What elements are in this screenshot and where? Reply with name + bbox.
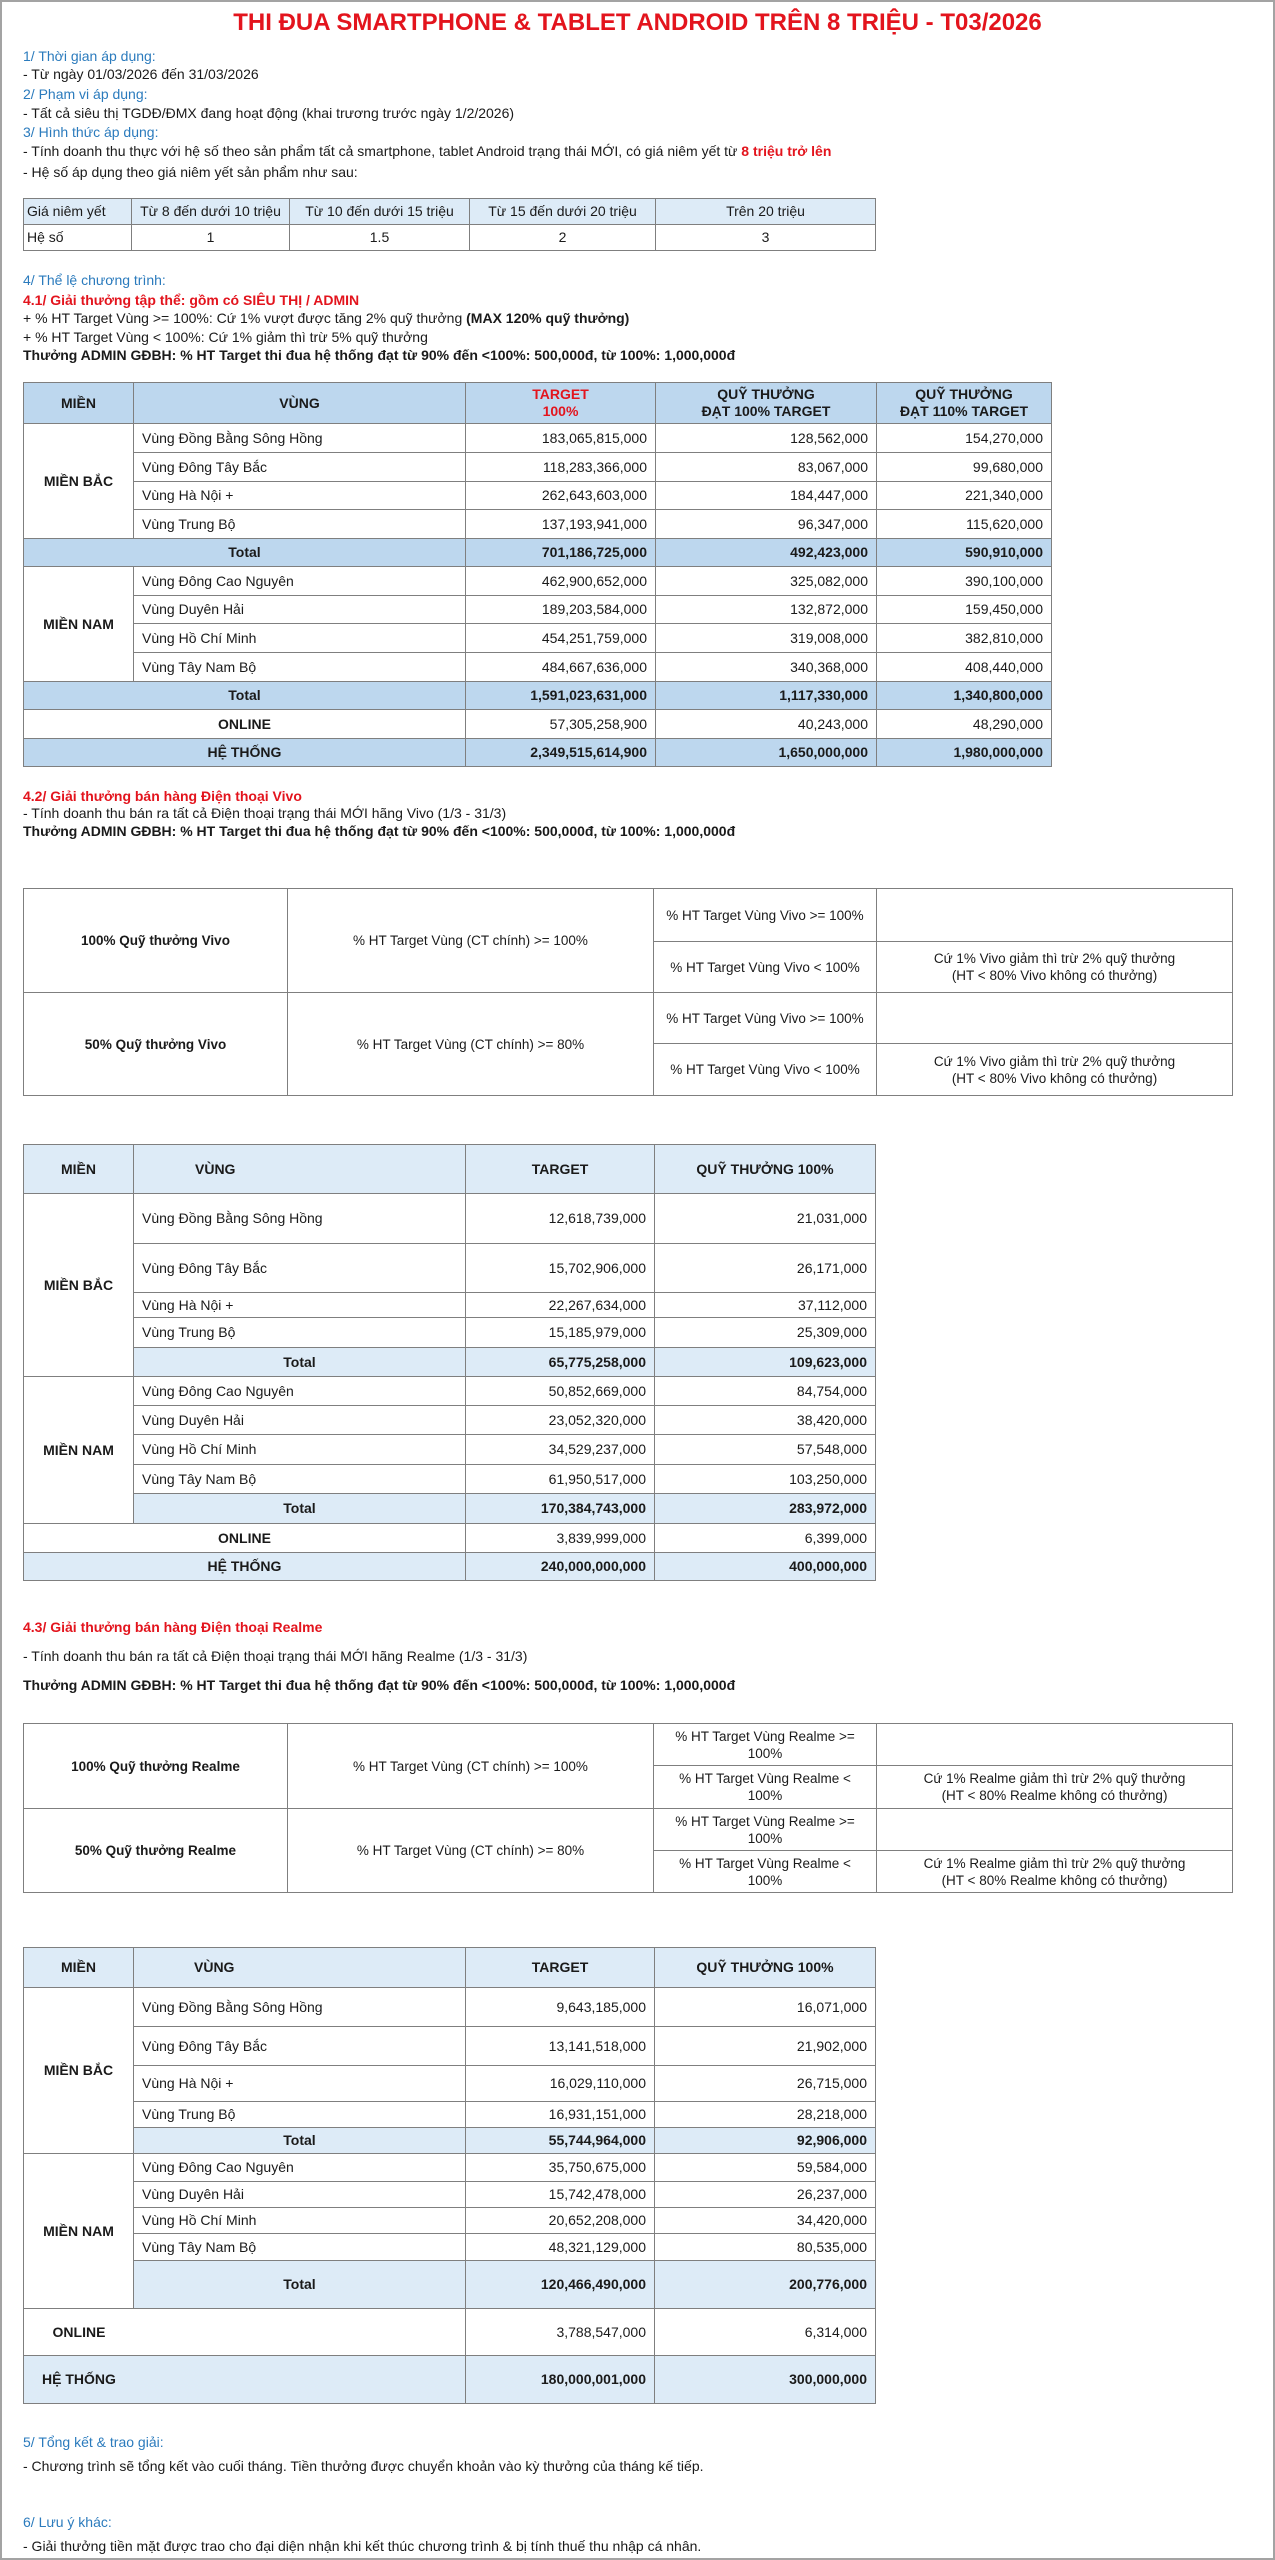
table-row	[24, 567, 1052, 596]
note-line: Cứ 1% Vivo giảm thì trừ 2% quỹ thưởng	[933, 1053, 1176, 1069]
column-header-fund-110	[877, 383, 1052, 424]
fund-value: 21,902,000	[655, 2027, 876, 2066]
table-row	[24, 1406, 876, 1435]
column-header-fund: QUỸ THƯỞNG 100%	[655, 1948, 876, 1988]
rule-below-target: + % HT Target Vùng < 100%: Cứ 1% giảm thì trừ 5% quỹ thưởng	[23, 329, 428, 345]
total-row-bac	[24, 539, 1052, 567]
section-3-text	[23, 142, 831, 160]
column-header: Từ 8 đến dưới 10 triệu	[132, 199, 290, 225]
fund-110-value: 390,100,000	[877, 567, 1052, 596]
fund-100-value: 1,117,330,000	[656, 682, 877, 710]
table-row	[24, 225, 876, 251]
total-label: Total	[24, 539, 466, 567]
target-value: 3,788,547,000	[466, 2309, 655, 2356]
target-value: 12,618,739,000	[466, 1194, 655, 1244]
table-row	[24, 1435, 876, 1465]
fund-level-label: 100% Quỹ thưởng Vivo	[24, 889, 288, 993]
realme-conditions-table	[23, 1723, 1233, 1893]
note-line: (HT < 80% Realme không có thưởng)	[941, 1872, 1168, 1888]
section-4-3-text: - Tính doanh thu bán ra tất cả Điện thoại trạng thái MỚI hãng Realme (1/3 - 31/3)	[23, 1648, 528, 1664]
sub-line: 100%	[747, 1745, 783, 1761]
sub-condition	[654, 1851, 877, 1893]
header-line: ĐẠT 110% TARGET	[899, 403, 1029, 419]
fund-value: 25,309,000	[655, 1318, 876, 1348]
sub-condition: % HT Target Vùng Vivo < 100%	[654, 942, 877, 993]
area-name: Vùng Đồng Bằng Sông Hồng	[134, 1988, 466, 2027]
sub-condition-note	[877, 1851, 1233, 1893]
fund-110-value: 159,450,000	[877, 596, 1052, 624]
section-4-heading: 4/ Thể lệ chương trình:	[23, 272, 166, 288]
fund-value: 38,420,000	[655, 1406, 876, 1435]
target-value: 170,384,743,000	[466, 1494, 655, 1524]
table-row	[24, 1194, 876, 1244]
fund-110-value: 221,340,000	[877, 482, 1052, 510]
target-value: 137,193,941,000	[466, 510, 656, 539]
sub-condition: % HT Target Vùng Vivo < 100%	[654, 1044, 877, 1096]
fund-value: 80,535,000	[655, 2234, 876, 2261]
target-value: 183,065,815,000	[466, 424, 656, 453]
fund-110-value: 99,680,000	[877, 453, 1052, 482]
section-1-text: - Từ ngày 01/03/2026 đến 31/03/2026	[23, 66, 259, 82]
table-header-row	[24, 1948, 876, 1988]
header-line: 100%	[542, 403, 579, 419]
section-4-2-heading: 4.2/ Giải thưởng bán hàng Điện thoại Vivo	[23, 788, 302, 804]
sub-condition	[654, 1766, 877, 1809]
realme-target-table	[23, 1947, 876, 2404]
table-row	[24, 624, 1052, 653]
sub-condition-note	[877, 889, 1233, 942]
area-name: Vùng Hồ Chí Minh	[134, 624, 466, 653]
fund-value: 6,314,000	[655, 2309, 876, 2356]
total-label: Total	[24, 682, 466, 710]
column-header-target: TARGET	[466, 1948, 655, 1988]
note-line: (HT < 80% Vivo không có thưởng)	[951, 968, 1158, 983]
main-condition: % HT Target Vùng (CT chính) >= 100%	[288, 889, 654, 993]
table-row	[24, 2208, 876, 2234]
column-header: Giá niêm yết	[24, 199, 132, 225]
target-value: 23,052,320,000	[466, 1406, 655, 1435]
fund-110-value: 382,810,000	[877, 624, 1052, 653]
area-name: Vùng Đồng Bằng Sông Hồng	[134, 1194, 466, 1244]
section-6-text: - Giải thưởng tiền mặt được trao cho đại diện nhận khi kết thúc chương trình & bị tính thuế thu nhập cá nhân.	[23, 2538, 702, 2554]
online-label-cell	[24, 2309, 466, 2356]
sub-line: % HT Target Vùng Realme <	[679, 1771, 851, 1786]
fund-value: 103,250,000	[655, 1465, 876, 1494]
region-label-bac: MIỀN BẮC	[24, 1194, 134, 1377]
table-cell: 2	[470, 225, 656, 251]
table-row	[24, 2027, 876, 2066]
column-header-target: TARGET	[466, 1145, 655, 1194]
vivo-target-table	[23, 1144, 876, 1581]
coefficient-table	[23, 198, 876, 251]
fund-100-value: 492,423,000	[656, 539, 877, 567]
target-value: 15,185,979,000	[466, 1318, 655, 1348]
total-row-bac	[24, 2128, 876, 2154]
fund-100-value: 1,650,000,000	[656, 739, 877, 767]
target-value: 34,529,237,000	[466, 1435, 655, 1465]
sub-line: % HT Target Vùng Realme >=	[675, 1813, 855, 1829]
fund-100-value: 319,008,000	[656, 624, 877, 653]
system-label: HỆ THỐNG	[42, 2371, 116, 2387]
area-name: Vùng Hồ Chí Minh	[134, 1435, 466, 1465]
area-name: Vùng Đông Cao Nguyên	[134, 1377, 466, 1406]
system-label: HỆ THỐNG	[24, 1553, 466, 1581]
fund-100-value: 96,347,000	[656, 510, 877, 539]
column-header-vung: VÙNG	[134, 383, 466, 424]
fund-level-label: 100% Quỹ thưởng Realme	[24, 1724, 288, 1809]
target-value: 50,852,669,000	[466, 1377, 655, 1406]
header-line: QUỸ THƯỞNG	[717, 386, 815, 402]
section-1-heading: 1/ Thời gian áp dụng:	[23, 48, 156, 64]
main-condition: % HT Target Vùng (CT chính) >= 100%	[288, 1724, 654, 1809]
target-value: 48,321,129,000	[466, 2234, 655, 2261]
column-header: Trên 20 triệu	[656, 199, 876, 225]
main-condition: % HT Target Vùng (CT chính) >= 80%	[288, 993, 654, 1096]
total-row-bac	[24, 1348, 876, 1377]
table-row	[24, 1809, 1233, 1851]
target-value: 120,466,490,000	[466, 2261, 655, 2309]
fund-110-value: 1,980,000,000	[877, 739, 1052, 767]
column-header-vung: VÙNG	[134, 1145, 466, 1194]
area-name: Vùng Duyên Hải	[134, 596, 466, 624]
header-line: QUỸ THƯỞNG	[915, 386, 1013, 402]
table-row	[24, 510, 1052, 539]
table-row	[24, 889, 1233, 942]
table-row	[24, 993, 1233, 1044]
fund-100-value: 325,082,000	[656, 567, 877, 596]
area-name: Vùng Tây Nam Bộ	[134, 653, 466, 682]
system-total-row	[24, 739, 1052, 767]
note-line: Cứ 1% Realme giảm thì trừ 2% quỹ thưởng	[923, 1771, 1186, 1786]
sub-condition-note	[877, 1044, 1233, 1096]
fund-value: 26,237,000	[655, 2182, 876, 2208]
area-name: Vùng Đông Cao Nguyên	[134, 567, 466, 596]
target-value: 22,267,634,000	[466, 1293, 655, 1318]
area-name: Vùng Duyên Hải	[134, 1406, 466, 1435]
table-row	[24, 1293, 876, 1318]
table-row	[24, 2066, 876, 2102]
column-header-mien: MIỀN	[24, 383, 134, 424]
note-line: (HT < 80% Vivo không có thưởng)	[951, 1070, 1158, 1086]
area-name: Vùng Hà Nội +	[134, 1293, 466, 1318]
column-header: Từ 15 đến dưới 20 triệu	[470, 199, 656, 225]
target-value: 61,950,517,000	[466, 1465, 655, 1494]
sub-line: % HT Target Vùng Realme >=	[675, 1728, 855, 1744]
region-label-nam: MIỀN NAM	[24, 2154, 134, 2309]
target-value: 240,000,000,000	[466, 1553, 655, 1581]
admin-bonus-rule: Thưởng ADMIN GĐBH: % HT Target thi đua hệ thống đạt từ 90% đến <100%: 500,000đ, từ 100%: 1,000,000đ	[23, 1677, 736, 1693]
total-label: Total	[134, 1494, 466, 1524]
table-row	[24, 453, 1052, 482]
target-value: 15,702,906,000	[466, 1244, 655, 1293]
table-row	[24, 1244, 876, 1293]
fund-value: 109,623,000	[655, 1348, 876, 1377]
fund-100-value: 340,368,000	[656, 653, 877, 682]
section-5-text: - Chương trình sẽ tổng kết vào cuối tháng. Tiền thưởng được chuyển khoản vào kỳ thưởng của tháng kế tiếp.	[23, 2458, 704, 2474]
fund-100-value: 132,872,000	[656, 596, 877, 624]
target-value: 462,900,652,000	[466, 567, 656, 596]
sub-condition	[654, 1724, 877, 1766]
header-line: TARGET	[532, 386, 589, 402]
sub-condition-note	[877, 993, 1233, 1044]
fund-110-value: 48,290,000	[877, 710, 1052, 739]
fund-value: 59,584,000	[655, 2154, 876, 2182]
table-row	[24, 2102, 876, 2128]
online-row	[24, 1524, 876, 1553]
fund-value: 28,218,000	[655, 2102, 876, 2128]
total-row-nam	[24, 682, 1052, 710]
target-value: 16,029,110,000	[466, 2066, 655, 2102]
fund-value: 16,071,000	[655, 1988, 876, 2027]
target-value: 189,203,584,000	[466, 596, 656, 624]
sub-condition-note	[877, 942, 1233, 993]
area-name: Vùng Đông Tây Bắc	[134, 453, 466, 482]
price-threshold-highlight: 8 triệu trở lên	[741, 143, 832, 159]
rule-max-cap: (MAX 120% quỹ thưởng)	[466, 310, 630, 326]
section-2-heading: 2/ Phạm vi áp dụng:	[23, 86, 148, 102]
table-row	[24, 2154, 876, 2182]
table-cell: 1.5	[290, 225, 470, 251]
sub-line: 100%	[747, 1830, 783, 1846]
target-value: 35,750,675,000	[466, 2154, 655, 2182]
column-header-mien: MIỀN	[24, 1948, 134, 1988]
admin-bonus-rule: Thưởng ADMIN GĐBH: % HT Target thi đua hệ thống đạt từ 90% đến <100%: 500,000đ, từ 100%: 1,000,000đ	[23, 347, 736, 363]
total-row-nam	[24, 1494, 876, 1524]
table-header-row	[24, 383, 1052, 424]
area-name: Vùng Đông Cao Nguyên	[134, 2154, 466, 2182]
area-name: Vùng Tây Nam Bộ	[134, 2234, 466, 2261]
sub-condition: % HT Target Vùng Vivo >= 100%	[654, 993, 877, 1044]
system-label: HỆ THỐNG	[24, 739, 466, 767]
column-header: Từ 10 đến dưới 15 triệu	[290, 199, 470, 225]
header-line: ĐẠT 100% TARGET	[701, 403, 831, 419]
target-value: 2,349,515,614,900	[466, 739, 656, 767]
system-total-row	[24, 1553, 876, 1581]
fund-100-value: 128,562,000	[656, 424, 877, 453]
note-line: Cứ 1% Realme giảm thì trừ 2% quỹ thưởng	[923, 1855, 1186, 1871]
total-label: Total	[134, 1348, 466, 1377]
target-value: 57,305,258,900	[466, 710, 656, 739]
area-name: Vùng Hà Nội +	[134, 482, 466, 510]
target-value: 484,667,636,000	[466, 653, 656, 682]
fund-level-label: 50% Quỹ thưởng Vivo	[24, 993, 288, 1096]
fund-value: 34,420,000	[655, 2208, 876, 2234]
row-label: Hệ số	[24, 225, 132, 251]
sub-condition	[654, 1809, 877, 1851]
sub-condition: % HT Target Vùng Vivo >= 100%	[654, 889, 877, 942]
area-name: Vùng Trung Bộ	[134, 1318, 466, 1348]
online-label: ONLINE	[52, 2323, 106, 2340]
column-header-fund-100	[656, 383, 877, 424]
target-value: 16,931,151,000	[466, 2102, 655, 2128]
fund-value: 200,776,000	[655, 2261, 876, 2309]
total-row-nam	[24, 2261, 876, 2309]
note-line: Cứ 1% Vivo giảm thì trừ 2% quỹ thưởng	[933, 951, 1176, 966]
table-header-row	[24, 199, 876, 225]
column-header-fund: QUỸ THƯỞNG 100%	[655, 1145, 876, 1194]
section-3-text-2: - Hệ số áp dụng theo giá niêm yết sản phẩm như sau:	[23, 164, 358, 180]
area-name: Vùng Tây Nam Bộ	[134, 1465, 466, 1494]
region-label-bac: MIỀN BẮC	[24, 424, 134, 539]
rule-above-target-text: + % HT Target Vùng >= 100%: Cứ 1% vượt được tăng 2% quỹ thưởng	[23, 310, 467, 326]
table-cell: 3	[656, 225, 876, 251]
section-2-text: - Tất cả siêu thị TGDĐ/ĐMX đang hoạt động (khai trương trước ngày 1/2/2026)	[23, 105, 515, 121]
section-6-heading: 6/ Lưu ý khác:	[23, 2514, 112, 2530]
fund-value: 26,171,000	[655, 1244, 876, 1293]
fund-value: 57,548,000	[655, 1435, 876, 1465]
table-row	[24, 1318, 876, 1348]
fund-110-value: 408,440,000	[877, 653, 1052, 682]
section-3-text-prefix: - Tính doanh thu thực với hệ số theo sản phẩm tất cả smartphone, tablet Android trạng thái MỚI, có giá niêm yết từ	[23, 143, 742, 159]
area-name: Vùng Hồ Chí Minh	[134, 2208, 466, 2234]
target-value: 65,775,258,000	[466, 1348, 655, 1377]
total-label: Total	[134, 2261, 466, 2309]
total-label: Total	[134, 2128, 466, 2154]
fund-100-value: 184,447,000	[656, 482, 877, 510]
section-4-3-heading: 4.3/ Giải thưởng bán hàng Điện thoại Realme	[23, 1619, 323, 1635]
fund-value: 92,906,000	[655, 2128, 876, 2154]
table-row	[24, 1465, 876, 1494]
fund-value: 26,715,000	[655, 2066, 876, 2102]
online-label: ONLINE	[24, 710, 466, 739]
page-title: THI ĐUA SMARTPHONE & TABLET ANDROID TRÊN 8 TRIỆU - T03/2026	[233, 9, 1042, 36]
target-value: 13,141,518,000	[466, 2027, 655, 2066]
target-value: 454,251,759,000	[466, 624, 656, 653]
section-3-heading: 3/ Hình thức áp dụng:	[23, 124, 159, 140]
region-label-nam: MIỀN NAM	[24, 1377, 134, 1524]
rule-above-target	[23, 309, 629, 327]
area-name: Vùng Đông Tây Bắc	[134, 1244, 466, 1293]
online-row	[24, 2309, 876, 2356]
area-name: Vùng Đông Tây Bắc	[134, 2027, 466, 2066]
main-condition: % HT Target Vùng (CT chính) >= 80%	[288, 1809, 654, 1893]
fund-value: 84,754,000	[655, 1377, 876, 1406]
fund-value: 6,399,000	[655, 1524, 876, 1553]
fund-110-value: 590,910,000	[877, 539, 1052, 567]
table-row	[24, 482, 1052, 510]
column-header-target	[466, 383, 656, 424]
section-4-2-text: - Tính doanh thu bán ra tất cả Điện thoại trạng thái MỚI hãng Vivo (1/3 - 31/3)	[23, 805, 507, 821]
section-5-heading: 5/ Tổng kết & trao giải:	[23, 2434, 164, 2450]
note-line: (HT < 80% Realme không có thưởng)	[941, 1788, 1168, 1803]
system-label-cell	[24, 2356, 466, 2404]
sub-condition-note	[877, 1809, 1233, 1851]
fund-110-value: 154,270,000	[877, 424, 1052, 453]
target-value: 55,744,964,000	[466, 2128, 655, 2154]
fund-value: 400,000,000	[655, 1553, 876, 1581]
area-name: Vùng Trung Bộ	[134, 510, 466, 539]
section-4-1-heading: 4.1/ Giải thưởng tập thể: gồm có SIÊU THỊ / ADMIN	[23, 292, 360, 308]
target-value: 701,186,725,000	[466, 539, 656, 567]
region-label-bac: MIỀN BẮC	[24, 1988, 134, 2154]
area-name: Vùng Hà Nội +	[134, 2066, 466, 2102]
fund-110-value: 1,340,800,000	[877, 682, 1052, 710]
target-value: 15,742,478,000	[466, 2182, 655, 2208]
table-row	[24, 1988, 876, 2027]
vivo-conditions-table	[23, 888, 1233, 1096]
table-row	[24, 1724, 1233, 1766]
fund-110-value: 115,620,000	[877, 510, 1052, 539]
area-name: Vùng Đồng Bằng Sông Hồng	[134, 424, 466, 453]
area-name: Vùng Duyên Hải	[134, 2182, 466, 2208]
online-label: ONLINE	[24, 1524, 466, 1553]
sub-line: % HT Target Vùng Realme <	[679, 1855, 851, 1871]
region-label-nam: MIỀN NAM	[24, 567, 134, 682]
table-cell: 1	[132, 225, 290, 251]
fund-level-label: 50% Quỹ thưởng Realme	[24, 1809, 288, 1893]
sub-line: 100%	[747, 1872, 783, 1888]
target-value: 3,839,999,000	[466, 1524, 655, 1553]
table-row	[24, 653, 1052, 682]
target-value: 262,643,603,000	[466, 482, 656, 510]
system-total-row	[24, 2356, 876, 2404]
regional-target-table	[23, 382, 1052, 767]
table-row	[24, 2234, 876, 2261]
fund-value: 283,972,000	[655, 1494, 876, 1524]
target-value: 9,643,185,000	[466, 1988, 655, 2027]
fund-value: 37,112,000	[655, 1293, 876, 1318]
target-value: 180,000,001,000	[466, 2356, 655, 2404]
table-row	[24, 1377, 876, 1406]
column-header-vung: VÙNG	[134, 1948, 466, 1988]
fund-100-value: 83,067,000	[656, 453, 877, 482]
table-header-row	[24, 1145, 876, 1194]
admin-bonus-rule: Thưởng ADMIN GĐBH: % HT Target thi đua hệ thống đạt từ 90% đến <100%: 500,000đ, từ 100%: 1,000,000đ	[23, 823, 736, 839]
target-value: 20,652,208,000	[466, 2208, 655, 2234]
column-header-mien: MIỀN	[24, 1145, 134, 1194]
fund-value: 300,000,000	[655, 2356, 876, 2404]
fund-value: 21,031,000	[655, 1194, 876, 1244]
sub-condition-note	[877, 1724, 1233, 1766]
sub-condition-note	[877, 1766, 1233, 1809]
table-row	[24, 2182, 876, 2208]
sub-line: 100%	[747, 1788, 783, 1803]
online-row	[24, 710, 1052, 739]
target-value: 1,591,023,631,000	[466, 682, 656, 710]
table-row	[24, 424, 1052, 453]
fund-100-value: 40,243,000	[656, 710, 877, 739]
area-name: Vùng Trung Bộ	[134, 2102, 466, 2128]
target-value: 118,283,366,000	[466, 453, 656, 482]
table-row	[24, 596, 1052, 624]
